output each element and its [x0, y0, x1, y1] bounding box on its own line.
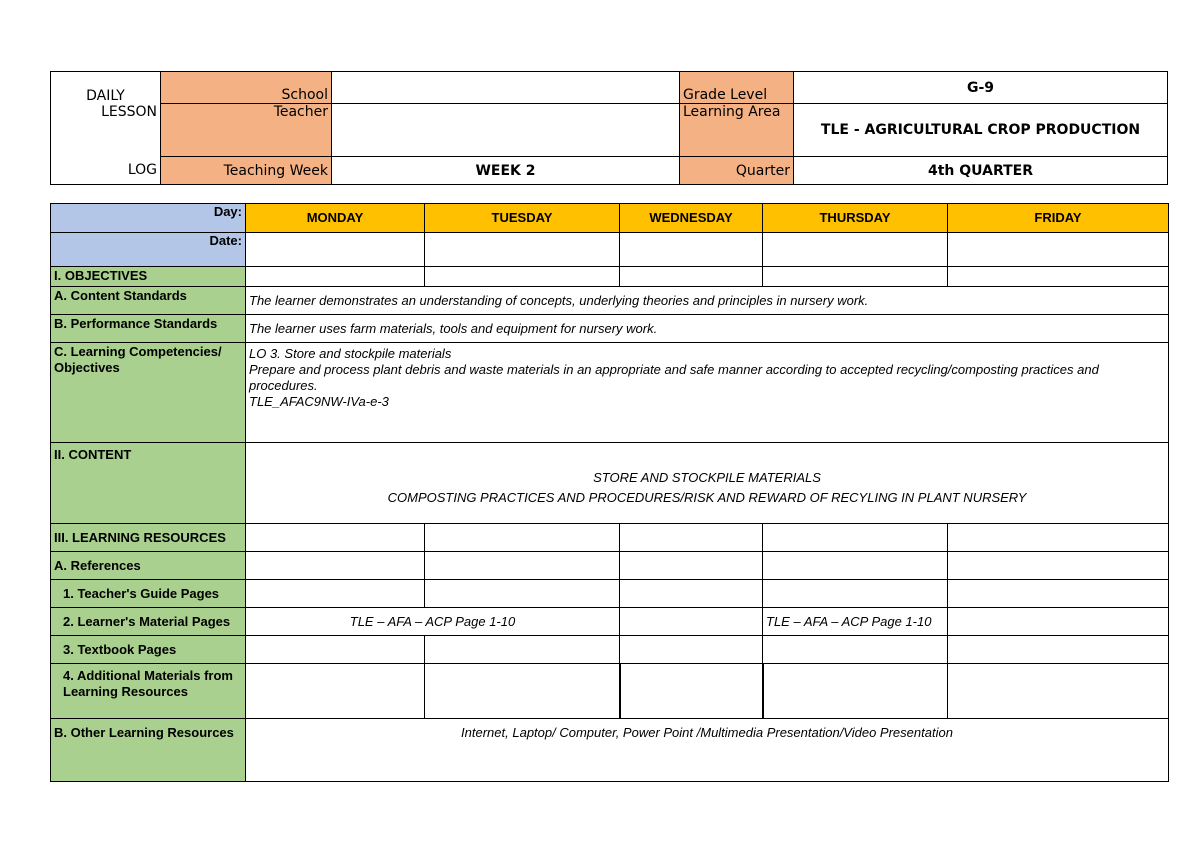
teaching-week-value: WEEK 2 — [332, 157, 680, 185]
competencies-line-3: TLE_AFAC9NW-IVa-e-3 — [249, 394, 389, 409]
empty-cell — [948, 267, 1169, 287]
grade-level-value: G-9 — [794, 72, 1168, 104]
learners-material-thu: TLE – AFA – ACP Page 1-10 — [763, 608, 948, 636]
day-friday: FRIDAY — [948, 204, 1169, 233]
date-cell — [763, 233, 948, 267]
day-tuesday: TUESDAY — [425, 204, 620, 233]
empty-cell — [425, 524, 620, 552]
teaching-week-label: Teaching Week — [161, 157, 332, 185]
day-monday: MONDAY — [246, 204, 425, 233]
content-line-1: STORE AND STOCKPILE MATERIALS — [593, 470, 821, 485]
empty-cell — [763, 552, 948, 580]
empty-cell — [763, 664, 948, 719]
competencies-label: C. Learning Competencies/ Objectives — [51, 343, 246, 443]
empty-cell — [948, 552, 1169, 580]
empty-cell — [620, 636, 763, 664]
empty-cell — [246, 552, 425, 580]
resources-label: III. LEARNING RESOURCES — [51, 524, 246, 552]
day-label: Day: — [51, 204, 246, 233]
content-label: II. CONTENT — [51, 443, 246, 524]
empty-cell — [246, 664, 425, 719]
header-table — [50, 71, 1168, 185]
day-wednesday: WEDNESDAY — [620, 204, 763, 233]
teachers-guide-label: 1. Teacher's Guide Pages — [51, 580, 246, 608]
empty-cell — [948, 636, 1169, 664]
content-standards-text: The learner demonstrates an understanding of concepts, underlying theories and principles in nursery work. — [246, 287, 1169, 315]
school-value — [332, 72, 680, 104]
lesson-label: LESSON — [51, 104, 161, 157]
date-cell — [948, 233, 1169, 267]
empty-cell — [948, 524, 1169, 552]
empty-cell — [620, 267, 763, 287]
teacher-value — [332, 104, 680, 157]
learning-area-label: Learning Area — [680, 104, 794, 157]
other-resources-label: B. Other Learning Resources — [51, 719, 246, 782]
objectives-label: I. OBJECTIVES — [51, 267, 246, 287]
empty-cell — [620, 524, 763, 552]
learning-area-value: TLE - AGRICULTURAL CROP PRODUCTION — [794, 104, 1168, 157]
performance-standards-label: B. Performance Standards — [51, 315, 246, 343]
teacher-label: Teacher — [161, 104, 332, 157]
learners-material-label: 2. Learner's Material Pages — [51, 608, 246, 636]
empty-cell — [763, 580, 948, 608]
daily-label: DAILY — [51, 72, 161, 104]
competencies-line-1: LO 3. Store and stockpile materials — [249, 346, 452, 361]
quarter-value: 4th QUARTER — [794, 157, 1168, 185]
empty-cell — [425, 664, 620, 719]
grade-level-label: Grade Level — [680, 72, 794, 104]
school-label: School — [161, 72, 332, 104]
empty-cell — [425, 552, 620, 580]
performance-standards-text: The learner uses farm materials, tools and equipment for nursery work. — [246, 315, 1169, 343]
content-text — [246, 443, 1169, 524]
empty-cell — [425, 580, 620, 608]
empty-cell — [425, 636, 620, 664]
date-label: Date: — [51, 233, 246, 267]
lesson-plan-table — [50, 203, 1169, 782]
competencies-line-2: Prepare and process plant debris and waste materials in an appropriate and safe manner according to accepted recycling/composting practices and procedures. — [249, 362, 1099, 393]
empty-cell — [948, 608, 1169, 636]
empty-cell — [246, 580, 425, 608]
textbook-label: 3. Textbook Pages — [51, 636, 246, 664]
competencies-text — [246, 343, 1169, 443]
empty-cell — [763, 267, 948, 287]
content-standards-label: A. Content Standards — [51, 287, 246, 315]
day-thursday: THURSDAY — [763, 204, 948, 233]
additional-materials-label: 4. Additional Materials from Learning Resources — [51, 664, 246, 719]
empty-cell — [620, 552, 763, 580]
empty-cell — [246, 524, 425, 552]
references-label: A. References — [51, 552, 246, 580]
empty-cell — [246, 636, 425, 664]
empty-cell — [620, 608, 763, 636]
log-label: LOG — [51, 157, 161, 185]
empty-cell — [763, 636, 948, 664]
learners-material-mon-tue: TLE – AFA – ACP Page 1-10 — [246, 608, 620, 636]
empty-cell — [763, 524, 948, 552]
date-cell — [620, 233, 763, 267]
date-cell — [425, 233, 620, 267]
empty-cell — [425, 267, 620, 287]
empty-cell — [620, 664, 763, 719]
empty-cell — [620, 580, 763, 608]
other-resources-text: Internet, Laptop/ Computer, Power Point /Multimedia Presentation/Video Presentation — [246, 719, 1169, 782]
content-line-2: COMPOSTING PRACTICES AND PROCEDURES/RISK AND REWARD OF RECYLING IN PLANT NURSERY — [387, 490, 1027, 505]
date-cell — [246, 233, 425, 267]
quarter-label: Quarter — [680, 157, 794, 185]
empty-cell — [246, 267, 425, 287]
empty-cell — [948, 664, 1169, 719]
empty-cell — [948, 580, 1169, 608]
